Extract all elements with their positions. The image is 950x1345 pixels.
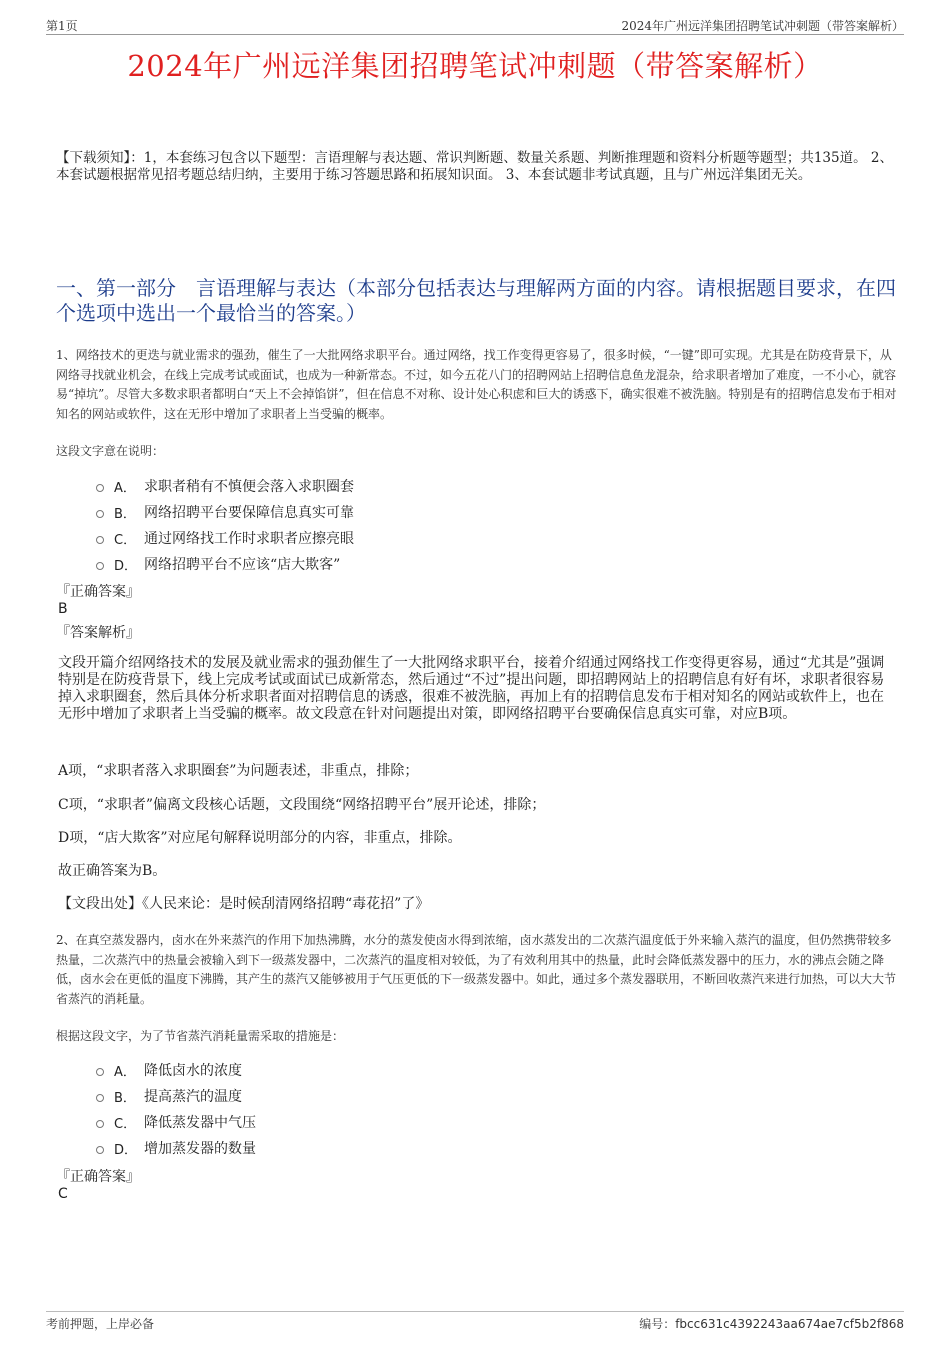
radio-button-icon[interactable] (96, 1146, 104, 1154)
analysis-conclusion: 故正确答案为B。 (58, 863, 167, 879)
radio-button-icon[interactable] (96, 562, 104, 570)
option-text: 求职者稍有不慎便会落入求职圈套 (144, 479, 354, 495)
analysis-label: 『答案解析』 (56, 625, 140, 641)
option-letter: A． (114, 480, 136, 496)
option-text: 通过网络找工作时求职者应擦亮眼 (144, 531, 354, 547)
footer-divider (46, 1311, 904, 1312)
section-heading: 一、第一部分 言语理解与表达（本部分包括表达与理解两方面的内容。请根据题目要求，在四个选项中选出一个最恰当的答案。） (56, 276, 896, 325)
question-2-text: 2、在真空蒸发器内，卤水在外来蒸汽的作用下加热沸腾，水分的蒸发使卤水得到浓缩，卤水蒸发出的二次蒸汽温度低于外来输入蒸汽的温度，但仍然携带较多热量，二次蒸汽中的热量会被输入到下一级蒸发器中，二次蒸汽的温度相对较低，为了有效利用其中的热量，此时会降低蒸发器中的压力，水的沸点会随之降低，卤水会在更低的温度下沸腾，其产生的蒸汽又能够被用于气压更低的下一级蒸发器中。如此，通过多个蒸发器联用，不断回收蒸汽来进行加热，可以大大节省蒸汽的消耗量。 (56, 933, 897, 1006)
source-citation: 【文段出处】《人民来论：是时候刮清网络招聘“毒花招”了》 (58, 896, 430, 912)
page-number: 第1页 (46, 19, 78, 33)
analysis-option-c-note: C项，“求职者”偏离文段核心话题，文段围绕“网络招聘平台”展开论述，排除； (58, 797, 546, 813)
correct-answer-label: 『正确答案』 (56, 1169, 140, 1185)
question-1-text: 1、网络技术的更迭与就业需求的强劲，催生了一大批网络求职平台。通过网络，找工作变得更容易了，很多时候，“一键”即可实现。尤其是在防疫背景下，从网络寻找就业机会，在线上完成考试或面试，也成为一种新常态。不过，如今五花八门的招聘网站上招聘信息鱼龙混杂，给求职者增加了难度，一不小心，就容易“掉坑”。尽管大多数求职者都明白“天上不会掉馅饼”，但在信息不对称、设计处心积虑和巨大的诱惑下，确实很难不被洗脑。特别是有的招聘信息发布于相对知名的网站或软件，这在无形中增加了求职者上当受骗的概率。 (56, 348, 897, 421)
radio-button-icon[interactable] (96, 484, 104, 492)
option-text: 降低蒸发器中气压 (144, 1115, 256, 1131)
option-letter: B． (114, 1090, 136, 1106)
option-letter: A． (114, 1064, 136, 1080)
question-1-option-a[interactable] (96, 476, 354, 496)
option-letter: C． (114, 1116, 137, 1132)
question-1-prompt: 这段文字意在说明： (56, 444, 165, 458)
analysis-text: 文段开篇介绍网络技术的发展及就业需求的强劲催生了一大批网络求职平台，接着介绍通过网络找工作变得更容易，通过“尤其是”强调特别是在防疫背景下，线上完成考试或面试已成新常态，然后通过“不过”提出问题，即招聘网站上的招聘信息有好有坏，求职者很容易掉入求职圈套，然后具体分析求职者面对招聘信息的诱惑，很难不被洗脑，再加上有的招聘信息发布于相对知名的网站或软件上，也在无形中增加了求职者上当受骗的概率。故文段意在针对问题提出对策，即网络招聘平台要确保信息真实可靠，对应B项。 (58, 655, 885, 722)
question-2-option-d[interactable] (96, 1138, 256, 1158)
download-notice: 【下载须知】：1，本套练习包含以下题型：言语理解与表达题、常识判断题、数量关系题、判断推理题和资料分析题等题型；共135道。 2、本套试题根据常见招考题总结归纳，主要用于练习答题思路和拓展知识面。 3、本套试题非考试真题，且与广州远洋集团无关。 (56, 150, 893, 183)
option-letter: B． (114, 506, 136, 522)
question-2-option-a[interactable] (96, 1060, 242, 1080)
question-1-option-b[interactable] (96, 502, 354, 522)
analysis-option-a-note: A项，“求职者落入求职圈套”为问题表述，非重点，排除； (58, 763, 419, 779)
radio-button-icon[interactable] (96, 1068, 104, 1076)
document-serial-number: 编号：fbcc631c4392243aa674ae7cf5b2f868 (639, 1317, 904, 1331)
option-letter: C． (114, 532, 137, 548)
option-text: 降低卤水的浓度 (144, 1063, 242, 1079)
question-2-option-b[interactable] (96, 1086, 242, 1106)
analysis-option-d-note: D项，“店大欺客”对应尾句解释说明部分的内容，非重点，排除。 (58, 830, 462, 846)
footer-slogan: 考前押题，上岸必备 (46, 1317, 155, 1331)
option-text: 网络招聘平台要保障信息真实可靠 (144, 505, 354, 521)
option-text: 网络招聘平台不应该“店大欺客” (144, 557, 341, 573)
correct-answer-value: B (58, 601, 68, 617)
radio-button-icon[interactable] (96, 510, 104, 518)
correct-answer-label: 『正确答案』 (56, 584, 140, 600)
option-text: 增加蒸发器的数量 (144, 1141, 256, 1157)
option-letter: D． (114, 558, 138, 574)
header-divider (46, 34, 904, 35)
option-text: 提高蒸汽的温度 (144, 1089, 242, 1105)
radio-button-icon[interactable] (96, 536, 104, 544)
question-2-option-c[interactable] (96, 1112, 256, 1132)
question-1-option-d[interactable] (96, 554, 340, 574)
document-title: 2024年广州远洋集团招聘笔试冲刺题（带答案解析） (127, 49, 823, 83)
option-letter: D． (114, 1142, 138, 1158)
running-header-title: 2024年广州远洋集团招聘笔试冲刺题（带答案解析） (621, 19, 904, 33)
question-1-option-c[interactable] (96, 528, 354, 548)
correct-answer-value: C (58, 1186, 68, 1202)
radio-button-icon[interactable] (96, 1120, 104, 1128)
question-2-prompt: 根据这段文字，为了节省蒸汽消耗量需采取的措施是： (56, 1029, 345, 1043)
radio-button-icon[interactable] (96, 1094, 104, 1102)
